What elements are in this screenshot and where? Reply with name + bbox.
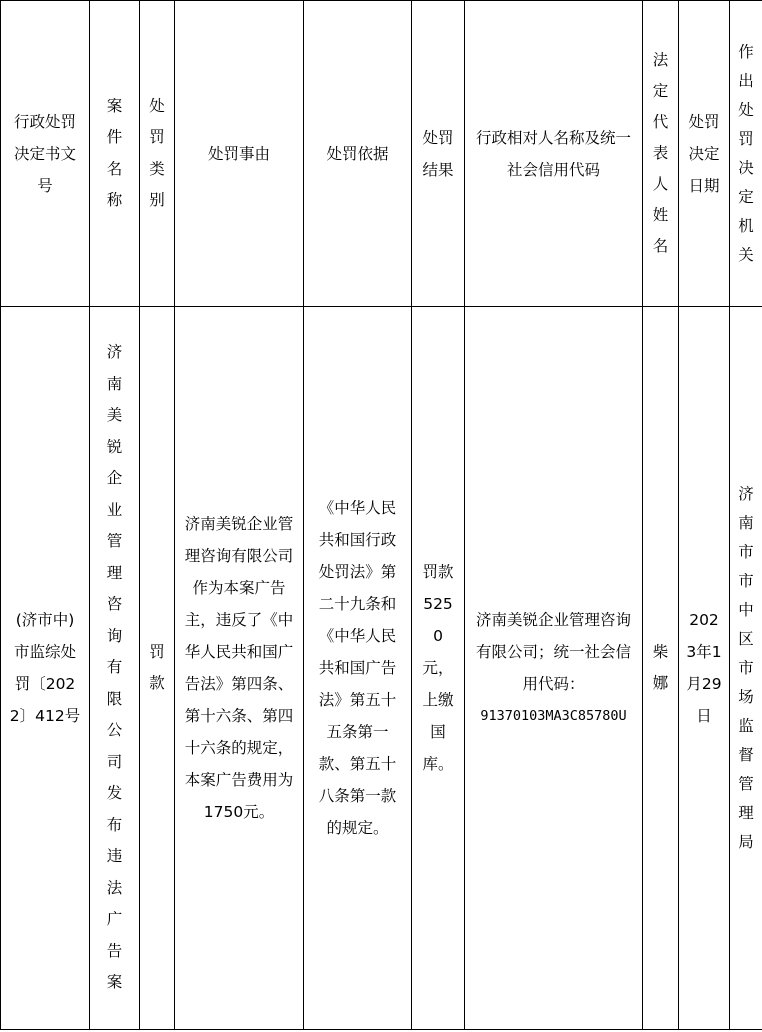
cell-reason: 济南美锐企业管理咨询有限公司作为本案广告主，违反了《中华人民共和国广告法》第四条、第十六条、第四十六条的规定，本案广告费用为1750元。 [175, 307, 304, 1030]
cell-authority: 济南市市中区市场监督管理局 [730, 307, 762, 1030]
header-case-name: 案件名称 [90, 1, 140, 307]
header-doc-number: 行政处罚决定书文号 [1, 1, 90, 307]
table-row [1, 307, 762, 1030]
header-reason: 处罚事由 [175, 1, 304, 307]
header-legal-rep: 法定代表人姓名 [643, 1, 679, 307]
header-category: 处罚类别 [140, 1, 175, 307]
header-authority: 作出处罚决定机关 [730, 1, 762, 307]
cell-doc-number: (济市中)市监综处罚〔2022〕412号 [1, 307, 90, 1030]
cell-basis: 《中华人民共和国行政处罚法》第二十九条和《中华人民共和国广告法》第五十五条第一款、第五十八条第一款的规定。 [304, 307, 412, 1030]
credit-code: 91370103MA3C85780U [480, 708, 627, 724]
cell-category: 罚款 [140, 307, 175, 1030]
header-result: 处罚结果 [412, 1, 465, 307]
cell-legal-rep: 柴娜 [643, 307, 679, 1030]
cell-date: 2023年1月29日 [679, 307, 730, 1030]
cell-result: 罚款5250元，上缴国库。 [412, 307, 465, 1030]
header-row [1, 1, 762, 307]
cell-party: 济南美锐企业管理咨询有限公司；统一社会信用代码： 91370103MA3C85780U [465, 307, 643, 1030]
header-date: 处罚决定日期 [679, 1, 730, 307]
header-basis: 处罚依据 [304, 1, 412, 307]
header-party: 行政相对人名称及统一社会信用代码 [465, 1, 643, 307]
cell-case-name: 济南美锐企业管理咨询有限公司发布违法广告案 [90, 307, 140, 1030]
